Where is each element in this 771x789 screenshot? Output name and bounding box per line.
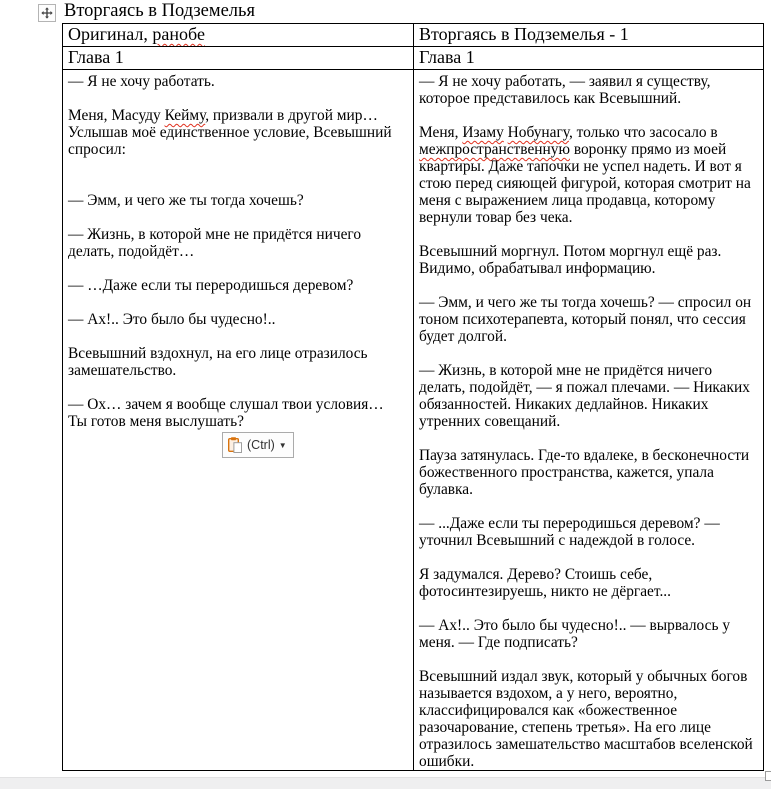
text-segment: , только что засосало в <box>568 124 718 141</box>
text-segment: Вторгаясь в Подземелья - 1 <box>419 24 629 44</box>
table-header-row <box>63 24 764 47</box>
text-segment: , призвали в другой мир… Услышав моё единственное условие, Всевышний спросил: <box>68 107 392 158</box>
paragraph <box>419 668 755 770</box>
chapter-cell-right[interactable]: Глава 1 <box>414 47 764 70</box>
paragraph <box>68 396 405 430</box>
text-segment: — Эмм, и чего же ты тогда хочешь? <box>68 192 304 209</box>
header-cell-rewrite[interactable] <box>414 24 764 47</box>
paragraph <box>68 73 405 90</box>
text-segment: — Жизнь, в которой мне не придётся ничего делать, подойдёт, — я пожал плечами. — Никаких обязанностей. Никаких дедлайнов. Никаких утренних совещаний. <box>419 362 750 430</box>
misspelled-word: Кейму <box>164 107 206 124</box>
paragraph <box>68 192 405 209</box>
chapter-row <box>63 47 764 70</box>
document-title[interactable]: Вторгаясь в Подземелья <box>64 1 255 21</box>
text-segment: Всевышний издал звук, который у обычных богов называется вздохом, а у него, вероятно, классифицировался как «божественное разочарование, степень третья». На его лице отразилось замешательство масштабов вселенской ошибки. <box>419 668 753 770</box>
paragraph <box>419 294 755 345</box>
text-segment: Меня, Масуду <box>68 107 165 124</box>
paragraph <box>68 277 405 294</box>
chapter-cell-left[interactable]: Глава 1 <box>63 47 414 70</box>
text-segment: Я задумался. Дерево? Стоишь себе, фотосинтезируешь, никто не дёргает... <box>419 566 671 600</box>
paragraph <box>419 73 755 107</box>
misspelled-word: Нобунагу <box>507 124 569 141</box>
table-resize-handle[interactable] <box>765 771 771 781</box>
header-cell-original[interactable] <box>63 24 414 47</box>
misspelled-word: Изаму <box>462 124 504 141</box>
text-segment: — Я не хочу работать. <box>68 73 215 90</box>
text-segment: — Ах!.. Это было бы чудесно!.. <box>68 311 276 328</box>
paragraph <box>419 447 755 498</box>
misspelled-word: ранобе <box>152 24 205 44</box>
table-move-handle[interactable] <box>38 4 56 22</box>
paragraph <box>419 617 755 651</box>
paragraph <box>68 107 405 158</box>
dropdown-arrow-icon: ▼ <box>278 441 287 450</box>
text-segment: — Жизнь, в которой мне не придётся ничего делать, подойдёт… <box>68 226 362 260</box>
paragraph <box>68 311 405 328</box>
paragraph <box>68 226 405 260</box>
clipboard-paste-icon <box>227 436 243 454</box>
text-segment: Пауза затянулась. Где-то вдалеке, в бесконечности божественного пространства, кажется, упала булавка. <box>419 447 750 498</box>
body-row <box>63 70 764 771</box>
text-segment: — …Даже если ты переродишься деревом? <box>68 277 354 294</box>
paragraph <box>419 362 755 430</box>
text-segment: Всевышний моргнул. Потом моргнул ещё раз. Видимо, обрабатывал информацию. <box>419 243 722 277</box>
text-segment: — Ох… зачем я вообще слушал твои условия… Ты готов меня выслушать? <box>68 396 384 430</box>
paragraph <box>419 243 755 277</box>
misspelled-word: межпространственную <box>419 141 570 158</box>
page-bottom-margin <box>0 777 771 789</box>
text-segment: Меня, <box>419 124 463 141</box>
paragraph <box>68 345 405 379</box>
paragraph <box>419 124 755 226</box>
text-segment: — Эмм, и чего же ты тогда хочешь? — спросил он тоном психотерапевта, который понял, что сессия будет долгой. <box>419 294 752 345</box>
comparison-table <box>62 23 764 771</box>
paragraph <box>419 566 755 600</box>
text-segment: Оригинал, <box>68 24 153 44</box>
text-segment: Всевышний вздохнул, на его лице отразилось замешательство. <box>68 345 368 379</box>
body-cell-rewrite-text[interactable] <box>414 70 764 771</box>
text-segment: — ...Даже если ты переродишься деревом? — уточнил Всевышний с надеждой в голосе. <box>419 515 720 549</box>
body-cell-original-text[interactable] <box>63 70 414 771</box>
text-segment: — Я не хочу работать, — заявил я существу, которое представилось как Всевышний. <box>419 73 711 107</box>
paragraph <box>419 515 755 549</box>
text-segment: воронку прямо из моей квартиры. Даже тапочки не успел надеть. И вот я стою перед сияющей фигурой, которая смотрит на меня с выражением лица продавца, которому вернули товар без чека. <box>419 141 751 226</box>
paste-options-button[interactable] <box>222 432 294 458</box>
paste-options-label: (Ctrl) <box>247 438 275 452</box>
text-segment: — Ах!.. Это было бы чудесно!.. — вырвалось у меня. — Где подписать? <box>419 617 731 651</box>
four-arrows-move-icon <box>41 7 53 19</box>
